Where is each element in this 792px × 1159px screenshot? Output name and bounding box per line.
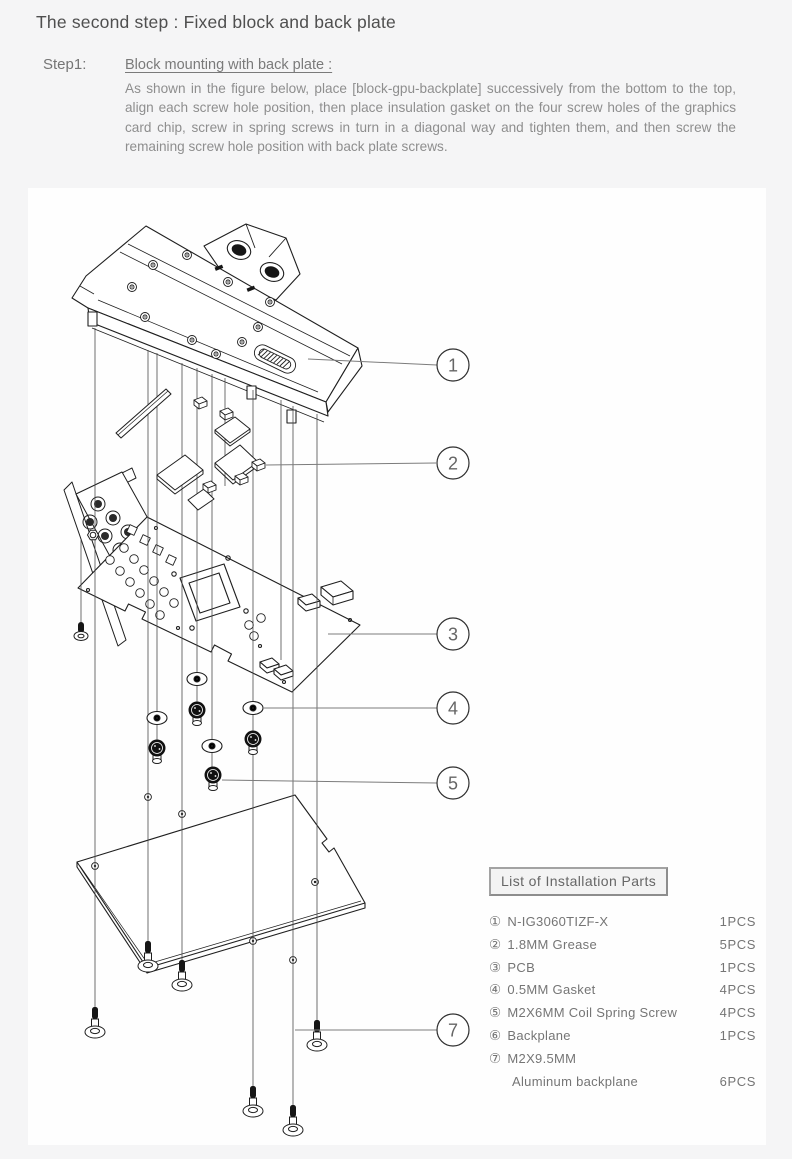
part-qty: 5PCS [719, 936, 756, 952]
svg-text:1: 1 [447, 355, 459, 376]
callout-4 [437, 692, 469, 724]
leader-line-5 [222, 780, 437, 783]
parts-list-row [489, 979, 756, 1002]
svg-text:2: 2 [447, 453, 459, 474]
svg-text:5: 5 [447, 773, 459, 794]
part-qty: 1PCS [719, 959, 756, 975]
part-name: 1.8MM Grease [507, 936, 597, 952]
installation-parts-list [489, 867, 756, 1093]
backplane [77, 794, 365, 973]
parts-list-row [489, 957, 756, 980]
parts-list-row [489, 1071, 756, 1094]
part-name: Backplane [507, 1027, 571, 1043]
part-index: ④ [489, 982, 502, 998]
parts-list-header: List of Installation Parts [489, 867, 668, 896]
callouts [437, 349, 469, 1046]
part-name: N-IG3060TIZF-X [507, 914, 609, 929]
step-heading: Block mounting with back plate : [125, 57, 333, 73]
svg-text:7: 7 [447, 1020, 459, 1041]
callout-7 [437, 1014, 469, 1046]
leader-line-2 [266, 463, 436, 465]
part-qty: 1PCS [719, 1027, 756, 1043]
part-name: Aluminum backplane [512, 1073, 639, 1089]
part-qty: 6PCS [719, 1073, 756, 1089]
part-index: ② [489, 936, 502, 952]
callout-5 [437, 767, 469, 799]
part-qty: 4PCS [719, 982, 756, 998]
page-title: The second step : Fixed block and back plate [36, 12, 396, 32]
svg-text:3: 3 [447, 624, 459, 645]
part-index: ⑥ [489, 1027, 502, 1043]
grease-strips [116, 389, 265, 510]
part-qty: 1PCS [719, 914, 756, 929]
parts-list-row [489, 1002, 756, 1025]
part-name: PCB [507, 959, 536, 975]
part-qty: 4PCS [719, 1005, 756, 1021]
parts-list-rows [489, 911, 756, 1093]
water-block [72, 224, 362, 423]
part-name: M2X6MM Coil Spring Screw [507, 1005, 678, 1021]
svg-text:4: 4 [447, 698, 459, 719]
part-index: ① [489, 914, 502, 929]
callout-1 [437, 349, 469, 381]
part-index: ③ [489, 959, 502, 975]
parts-list-row [489, 934, 756, 957]
part-name: M2X9.5MM [507, 1050, 577, 1066]
side-screw [74, 622, 88, 641]
diagram-panel [28, 188, 766, 1145]
step-label: Step1: [43, 56, 87, 73]
part-name: 0.5MM Gasket [507, 982, 596, 998]
part-index: ⑦ [489, 1050, 502, 1066]
parts-list-row [489, 1025, 756, 1048]
backplane-screws [85, 941, 327, 1136]
part-index: ⑤ [489, 1005, 502, 1021]
parts-list-row [489, 911, 756, 934]
step-body-text: As shown in the figure below, place [block-gpu-backplate] successively from the bottom to the top, align each screw hole position, then place insulation gasket on the four screw holes of the graphics card chip, screw in spring screws in turn in a diagonal way and tighten them, and then screw the remaining screw hole position with back plate screws. [125, 81, 736, 155]
callout-2 [437, 447, 469, 479]
callout-3 [437, 618, 469, 650]
parts-list-row [489, 1048, 756, 1071]
